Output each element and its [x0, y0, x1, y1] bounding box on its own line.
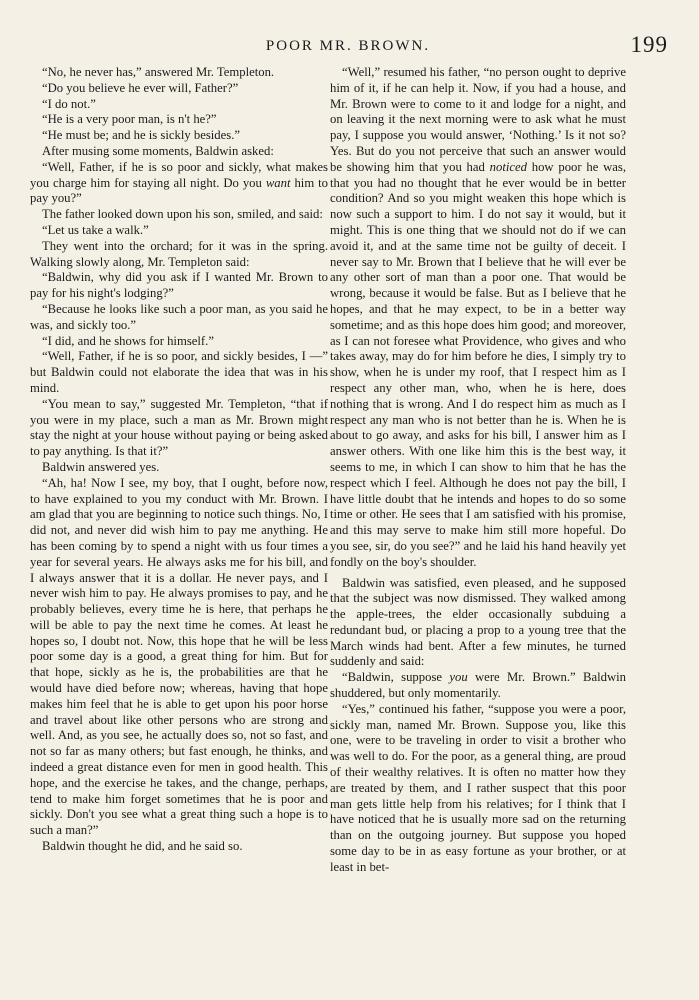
paragraph-text: The father looked down upon his son, smiled, and said: — [42, 207, 323, 222]
paragraph — [330, 576, 626, 671]
paragraph-text: Baldwin thought he did, and he said so. — [42, 839, 243, 854]
paragraph-text: Baldwin answered yes. — [42, 459, 160, 474]
paragraph-text: “Let us take a walk.” — [42, 222, 149, 237]
paragraph — [30, 476, 328, 839]
paragraph — [30, 112, 328, 128]
paragraph-text: how poor he was, that you had no thought that he ever would be in better condition? And so you might weaken this hope which is now such a support to him. I do not say it would, but it might. This is one thing that we should not do if we can avoid it, and at the same time not be guilty of deceit. I never say to Mr. Brown that I believe that he will ever be any other sort of man than a poor one. That would be wrong, because it would be false. But as I believe that he hopes, and that he may expect, to be in a better way sometime; and as this hope does him good; and moreover, as I can not foresee what Providence, who gives and who takes away, may do for him before he dies, I simply try to show, when he is under my roof, that I respect him as I respect any other man, who, when he is here, does nothing that is wrong. And I do respect him as much as I respect any man who is not better than he is. When he is about to go away, and asks for his bill, I answer him as I answer others. With one like him this is the best way, it seems to me, in which I can show to him that he has the respect which I feel. Although he does not pay the bill, I have little doubt that he intends and hopes to do so some time or other. He sees that I am satisfied with his promise, and this may serve to make him still more hopeful. Do you see, sir, do you see?” and he laid his hand heavily yet fondly on the boy's shoulder. — [330, 159, 626, 569]
paragraph — [30, 239, 328, 271]
paragraph — [30, 144, 328, 160]
paragraph-text: “No, he never has,” answered Mr. Templeton. — [42, 65, 275, 79]
paragraph-text: “Well, Father, if he is so poor and sickly, what makes you charge him for staying all night. Do you — [30, 159, 328, 190]
paragraph-text: “He is a very poor man, is n't he?” — [42, 112, 217, 127]
paragraph — [30, 302, 328, 334]
paragraph-text: “He must be; and he is sickly besides.” — [42, 128, 241, 143]
page-header — [28, 34, 668, 60]
paragraph-text: “Well, Father, if he is so poor, and sickly besides, I —” but Baldwin could not elaborate the idea that was in his mind. — [30, 349, 328, 395]
paragraph-text: “Because he looks like such a poor man, as you said he was, and sickly too.” — [30, 301, 328, 332]
paragraph-text: “Yes,” continued his father, “suppose you were a poor, sickly man, named Mr. Brown. Suppose you, like this one, were to be traveling in order to visit a brother who was well to do. For the poor, as a general thing, are proud of their wealthy relatives. It is often no matter how they are treated by them, and I rather suspect that this poor man gets little help from his relatives; for I think that I have noticed that he is usually more sad on the returning than on the outgoing journey. But suppose you hoped some day to be in as easy fortune as your brother, or at least in bet- — [330, 701, 626, 874]
paragraph — [30, 397, 328, 460]
emphasis-text: want — [265, 175, 291, 190]
paragraph-text: “Baldwin, suppose — [342, 670, 450, 685]
paragraph — [330, 65, 626, 571]
paragraph-text: him to pay you?” — [30, 175, 329, 206]
paragraph — [30, 334, 328, 350]
paragraph-text: “You mean to say,” suggested Mr. Templeton, “that if you were in my place, such a man as Mr. Brown might stay the night at your house without paying or being asked to pay anything. Is that it?” — [30, 396, 328, 459]
right-column — [330, 65, 626, 876]
paragraph-text: “I do not.” — [42, 96, 96, 111]
paragraph-text: “Baldwin, why did you ask if I wanted Mr. Brown to pay for his night's lodging?” — [30, 270, 328, 301]
paragraph-text: After musing some moments, Baldwin asked: — [42, 143, 274, 158]
left-column — [30, 65, 328, 855]
paragraph-text: “I did, and he shows for himself.” — [42, 333, 214, 348]
paragraph — [30, 223, 328, 239]
paragraph — [330, 702, 626, 876]
emphasis-text: noticed — [489, 159, 527, 174]
paragraph-text: Baldwin was satisfied, even pleased, and he supposed that the subject was now dismissed. They walked among the apple-trees, the elder occasionally subduing a redundant bud, or placing a prop to a young tree that the March winds had bent. After a few minutes, he turned suddenly and said: — [330, 575, 626, 669]
running-head: POOR MR. BROWN. — [265, 38, 431, 54]
paragraph — [30, 460, 328, 476]
paragraph — [30, 65, 328, 81]
page-number: 199 — [630, 32, 668, 57]
paragraph — [30, 128, 328, 144]
paragraph-text: “Well,” resumed his father, “no person ought to deprive him of it, if he can help it. Now, if you had a house, and Mr. Brown were to come to it and lodge for a night, and on leaving it the next morning were to ask what he must pay, I suppose you would answer, ‘Nothing.’ Is it not so? Yes. But do you not perceive that such an answer would be showing him that you had — [330, 65, 626, 174]
paragraph — [30, 207, 328, 223]
paragraph-text: were Mr. Brown.” Baldwin shuddered, but only momentarily. — [330, 670, 626, 701]
paragraph — [30, 81, 328, 97]
paragraph — [30, 839, 328, 855]
paragraph-text: “Ah, ha! Now I see, my boy, that I ought, before now, to have explained to you my conduct with Mr. Brown. I am glad that you are beginning to notice such things. No, I did not, and never did wish him to pay me anything. He has been coming by to spend a night with us four times a year for several years. He always asks me for his bill, and I always answer that it is a dollar. He never pays, and I never wish him to pay. He always promises to pay, and he probably believes, every time he is here, that perhaps he will be able to pay the next time he comes. At least he hopes so, I doubt not. Now, this hope that he will be less poor some day is a good, a great thing for him. But for that hope, sickly as he is, the probabilities are that he would have died before now; whereas, having that hope makes him feel that he is able to get upon his poor horse and travel about like other persons who are strong and well. And, as you see, he actually does so, not so fast, and not so far as many others; but fast enough, he thinks, and indeed a great distance even for men in good health. This hope, and the exercise he takes, and the change, perhaps, tend to make him forget sometimes that he is poor and sickly. Don't you see what a great thing such a hope is to such a man?” — [30, 475, 328, 838]
paragraph — [30, 97, 328, 113]
paragraph-text: “Do you believe he ever will, Father?” — [42, 80, 239, 95]
paragraph-text: They went into the orchard; for it was in the spring. Walking slowly along, Mr. Templeton said: — [30, 238, 328, 269]
paragraph — [330, 670, 626, 702]
emphasis-text: you — [449, 670, 468, 685]
paragraph — [30, 270, 328, 302]
paragraph — [30, 160, 328, 207]
paragraph — [30, 349, 328, 396]
